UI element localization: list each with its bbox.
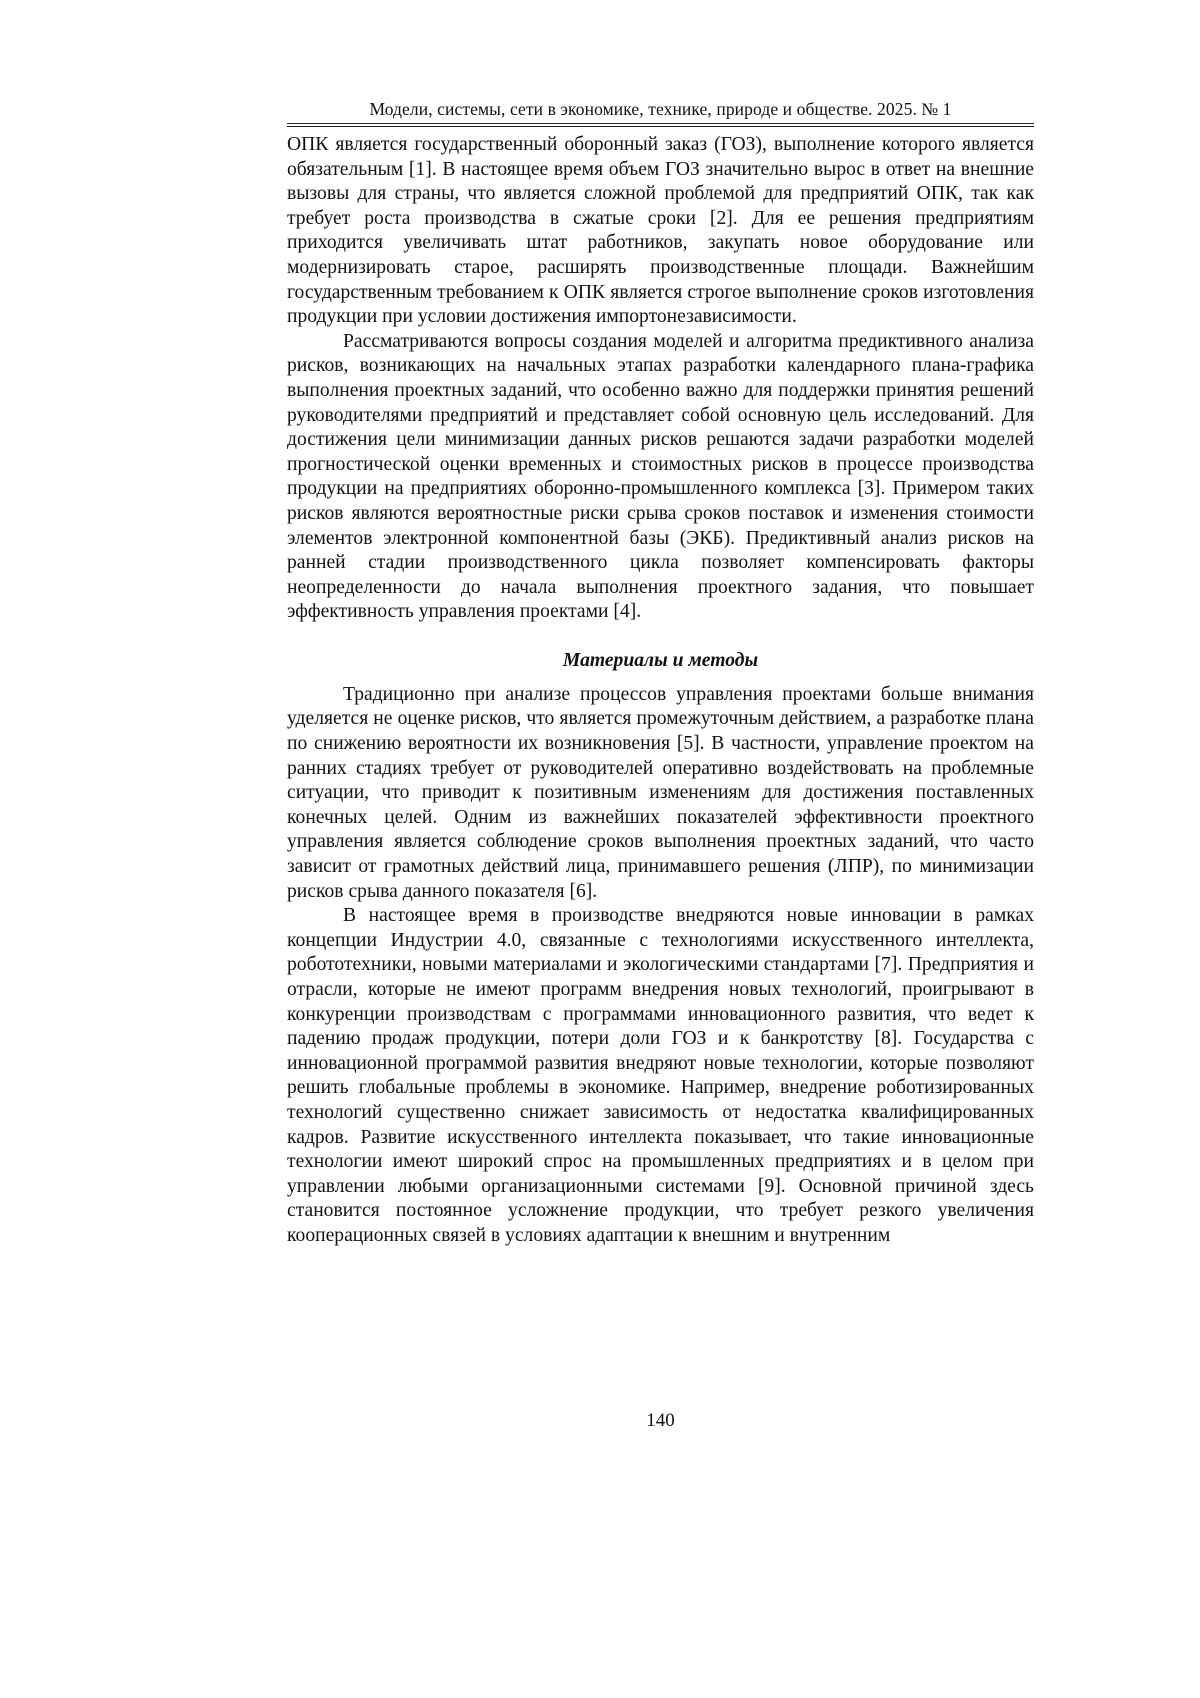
paragraph-methods-1: Традиционно при анализе процессов управления проектами больше внимания уделяется не оценке рисков, что является промежуточным действием, а разработке плана по снижению вероятности их возникновения [5]. В частности, управление проектом на ранних стадиях требует от руководителей оперативно воздействовать на проблемные ситуации, что приводит к позитивным изменениям для достижения поставленных конечных целей. Одним из важнейших показателей эффективности проектного управления является соблюдение сроков выполнения проектных заданий, что часто зависит от грамотных действий лица, принимавшего решения (ЛПР), по минимизации рисков срыва данного показателя [6]. (287, 683, 1034, 902)
page-number: 140 (646, 1410, 675, 1431)
body-text (287, 133, 1034, 1249)
running-header: Модели, системы, сети в экономике, технике, природе и обществе. 2025. № 1 (369, 99, 952, 119)
paragraph-intro-continued: ОПК является государственный оборонный заказ (ГОЗ), выполнение которого является обязательным [1]. В настоящее время объем ГОЗ значительно вырос в ответ на внешние вызовы для страны, что является сложной проблемой для предприятий ОПК, так как требует роста производства в сжатые сроки [2]. Для ее решения предприятиям приходится увеличивать штат работников, закупать новое оборудование или модернизировать старое, расширять производственные площади. Важнейшим государственным требованием к ОПК является строгое выполнение сроков изготовления продукции при условии достижения импортонезависимости. (287, 134, 1034, 328)
section-heading-materials-methods: Материалы и методы (562, 649, 759, 671)
paragraph-methods-2: В настоящее время в производстве внедряются новые инновации в рамках концепции Индустрии 4.0, связанные с технологиями искусственного интеллекта, робототехники, новыми материалами и экологическими стандартами [7]. Предприятия и отрасли, которые не имеют программ внедрения новых технологий, проигрывают в конкуренции производствам с программами инновационного развития, что ведет к падению продаж продукции, потери доли ГОЗ и к банкротству [8]. Государства с инновационной программой развития внедряют новые технологии, которые позволяют решить глобальные проблемы в экономике. Например, внедрение роботизированных технологий существенно снижает зависимость от недостатка квалифицированных кадров. Развитие искусственного интеллекта показывает, что такие инновационные технологии имеют широкий спрос на промышленных предприятиях и в целом при управлении любыми организационными системами [9]. Основной причиной здесь становится постоянное усложнение продукции, что требует резкого увеличения кооперационных связей в условиях адаптации к внешним и внутренним (287, 905, 1034, 1246)
header-double-rule (287, 123, 1034, 127)
paragraph-research-goal: Рассматриваются вопросы создания моделей и алгоритма предиктивного анализа рисков, возникающих на начальных этапах разработки календарного плана-графика выполнения проектных заданий, что особенно важно для поддержки принятия решений руководителями предприятий и представляет собой основную цель исследований. Для достижения цели минимизации данных рисков решаются задачи разработки моделей прогностической оценки временных и стоимостных рисков в процессе производства продукции на предприятиях оборонно-промышленного комплекса [3]. Примером таких рисков являются вероятностные риски срыва сроков поставок и изменения стоимости элементов электронной компонентной базы (ЭКБ). Предиктивный анализ рисков на ранней стадии производственного цикла позволяет компенсировать факторы неопределенности до начала выполнения проектного задания, что повышает эффективность управления проектами [4]. (287, 330, 1034, 623)
journal-page (287, 98, 1034, 1249)
